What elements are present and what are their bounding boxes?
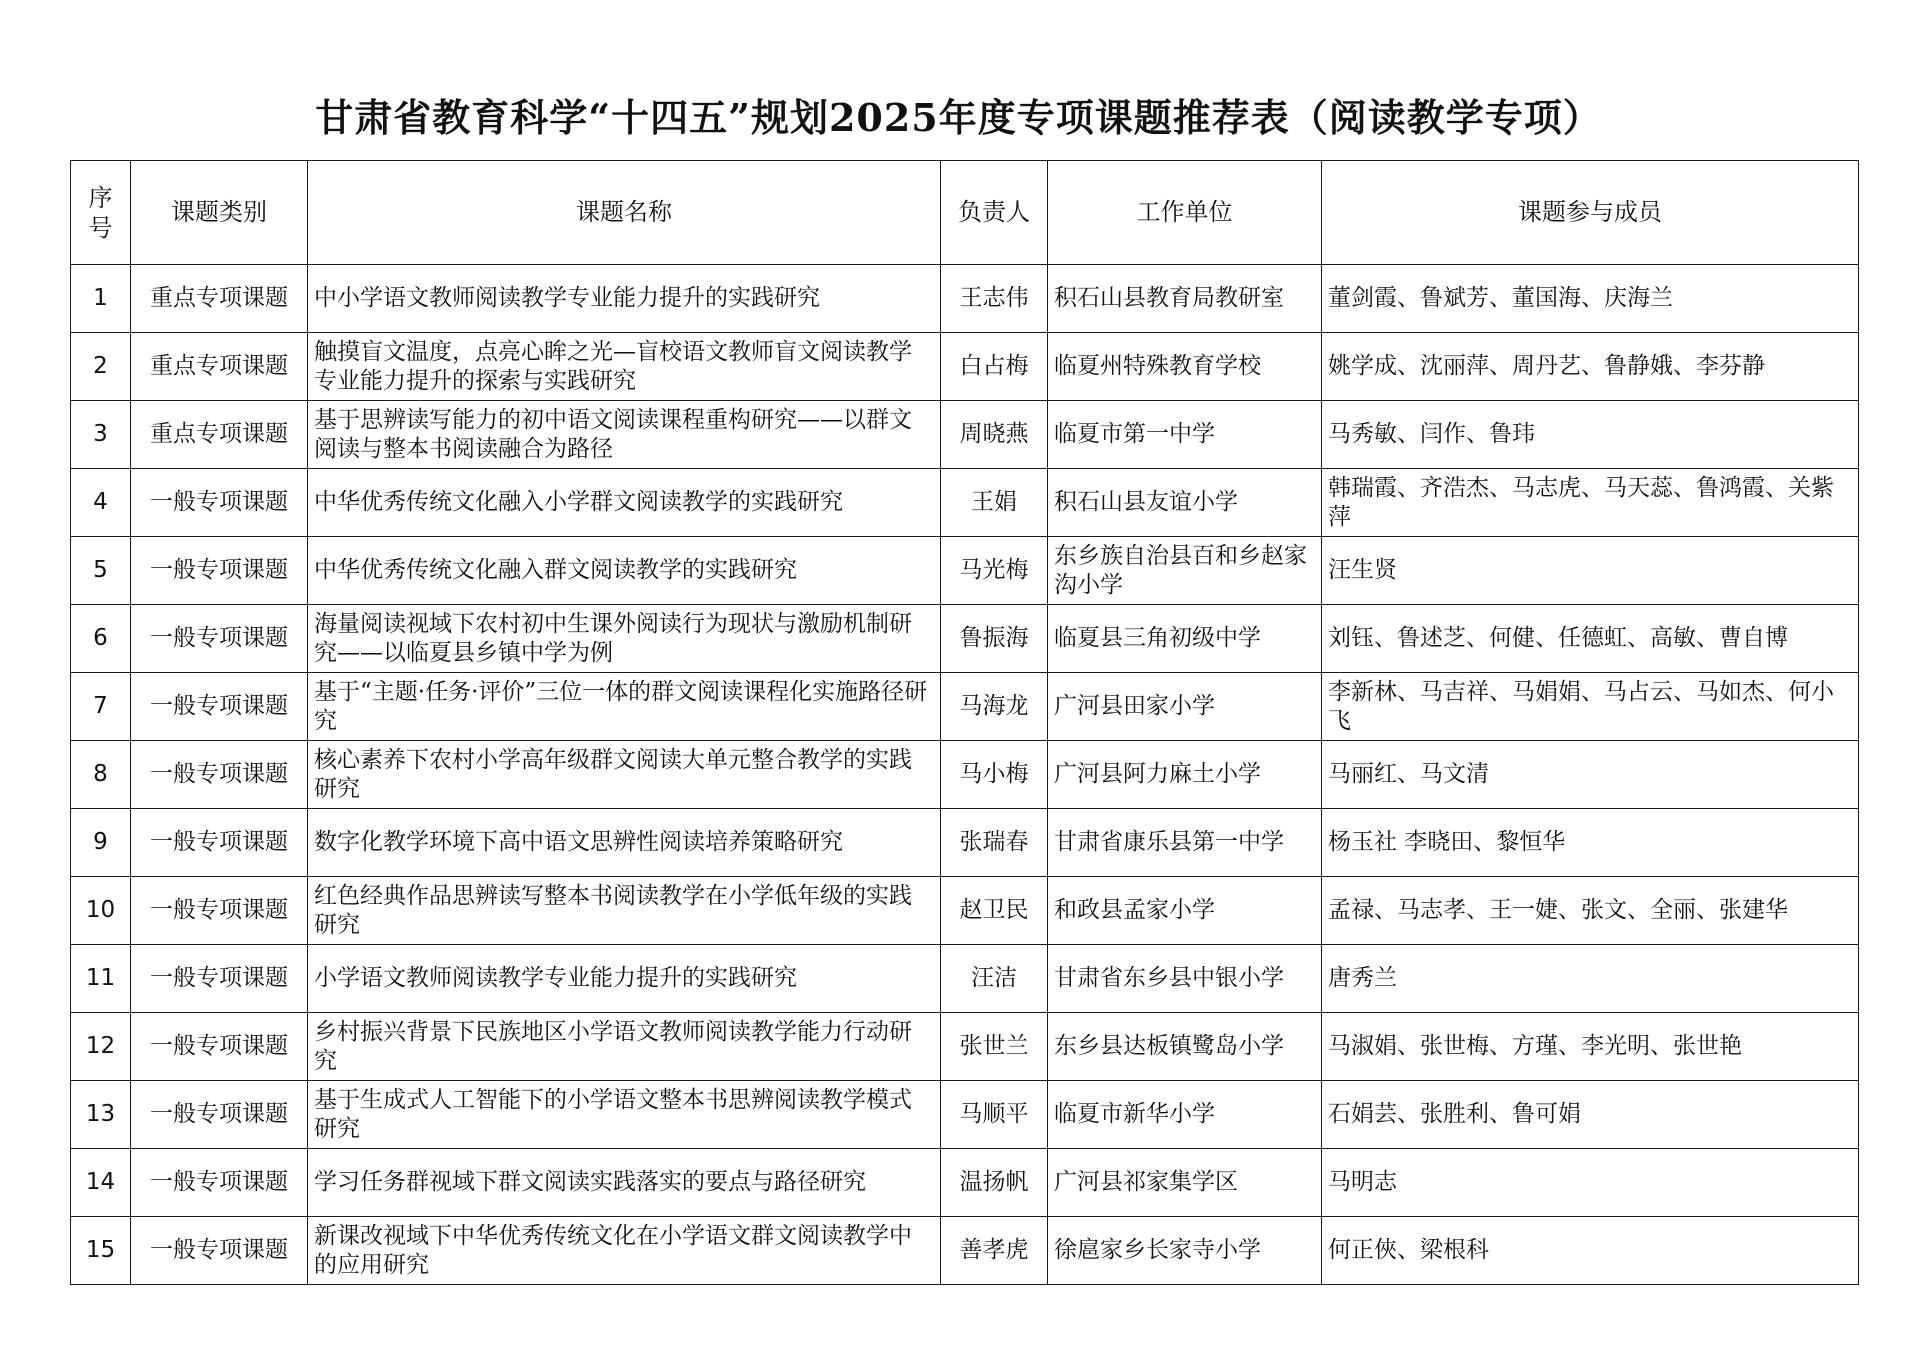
table-row: [71, 877, 1859, 945]
page-title: 甘肃省教育科学“十四五”规划2025年度专项课题推荐表（阅读教学专项）: [315, 95, 1602, 140]
cell-leader: 赵卫民: [941, 877, 1048, 945]
cell-category: 一般专项课题: [131, 809, 308, 877]
cell-seq: 1: [71, 265, 131, 333]
header-seq-line1: 序: [88, 183, 113, 212]
cell-name: 中华优秀传统文化融入群文阅读教学的实践研究: [308, 537, 941, 605]
recommendation-table: [70, 160, 1859, 1285]
cell-members: 唐秀兰: [1322, 945, 1859, 1013]
cell-leader: 王志伟: [941, 265, 1048, 333]
cell-unit: 东乡族自治县百和乡赵家沟小学: [1048, 537, 1322, 605]
header-unit: 工作单位: [1048, 161, 1322, 265]
cell-unit: 东乡县达板镇鹭岛小学: [1048, 1013, 1322, 1081]
cell-seq: 12: [71, 1013, 131, 1081]
cell-leader: 鲁振海: [941, 605, 1048, 673]
cell-category: 一般专项课题: [131, 877, 308, 945]
cell-unit: 临夏州特殊教育学校: [1048, 333, 1322, 401]
cell-members: 石娟芸、张胜利、鲁可娟: [1322, 1081, 1859, 1149]
header-name: 课题名称: [308, 161, 941, 265]
table-row: [71, 945, 1859, 1013]
cell-category: 一般专项课题: [131, 1081, 308, 1149]
header-seq-line2: 号: [88, 213, 113, 242]
header-members: 课题参与成员: [1322, 161, 1859, 265]
cell-name: 海量阅读视域下农村初中生课外阅读行为现状与激励机制研究——以临夏县乡镇中学为例: [308, 605, 941, 673]
table-row: [71, 333, 1859, 401]
cell-members: 马丽红、马文清: [1322, 741, 1859, 809]
cell-name: 数字化教学环境下高中语文思辨性阅读培养策略研究: [308, 809, 941, 877]
cell-seq: 6: [71, 605, 131, 673]
table-row: [71, 537, 1859, 605]
header-leader: 负责人: [941, 161, 1048, 265]
cell-unit: 和政县孟家小学: [1048, 877, 1322, 945]
cell-name: 学习任务群视域下群文阅读实践落实的要点与路径研究: [308, 1149, 941, 1217]
cell-leader: 马顺平: [941, 1081, 1048, 1149]
cell-category: 一般专项课题: [131, 741, 308, 809]
cell-unit: 广河县田家小学: [1048, 673, 1322, 741]
table-row: [71, 741, 1859, 809]
cell-name: 红色经典作品思辨读写整本书阅读教学在小学低年级的实践研究: [308, 877, 941, 945]
cell-category: 一般专项课题: [131, 537, 308, 605]
table-row: [71, 809, 1859, 877]
cell-name: 新课改视域下中华优秀传统文化在小学语文群文阅读教学中的应用研究: [308, 1217, 941, 1285]
cell-seq: 5: [71, 537, 131, 605]
cell-seq: 15: [71, 1217, 131, 1285]
cell-unit: 徐扈家乡长家寺小学: [1048, 1217, 1322, 1285]
table-row: [71, 265, 1859, 333]
cell-unit: 临夏市第一中学: [1048, 401, 1322, 469]
header-row: [71, 161, 1859, 265]
cell-seq: 9: [71, 809, 131, 877]
cell-unit: 甘肃省康乐县第一中学: [1048, 809, 1322, 877]
table-row: [71, 1013, 1859, 1081]
cell-leader: 马光梅: [941, 537, 1048, 605]
cell-leader: 周晓燕: [941, 401, 1048, 469]
cell-leader: 白占梅: [941, 333, 1048, 401]
header-category: 课题类别: [131, 161, 308, 265]
cell-name: 乡村振兴背景下民族地区小学语文教师阅读教学能力行动研究: [308, 1013, 941, 1081]
cell-leader: 善孝虎: [941, 1217, 1048, 1285]
cell-category: 一般专项课题: [131, 945, 308, 1013]
table-row: [71, 401, 1859, 469]
cell-name: 基于生成式人工智能下的小学语文整本书思辨阅读教学模式研究: [308, 1081, 941, 1149]
cell-members: 韩瑞霞、齐浩杰、马志虎、马天蕊、鲁鸿霞、关紫萍: [1322, 469, 1859, 537]
cell-seq: 2: [71, 333, 131, 401]
cell-name: 基于思辨读写能力的初中语文阅读课程重构研究——以群文阅读与整本书阅读融合为路径: [308, 401, 941, 469]
cell-unit: 广河县阿力麻土小学: [1048, 741, 1322, 809]
cell-name: 中华优秀传统文化融入小学群文阅读教学的实践研究: [308, 469, 941, 537]
table-row: [71, 1081, 1859, 1149]
cell-category: 一般专项课题: [131, 1013, 308, 1081]
cell-members: 刘钰、鲁述芝、何健、任德虹、高敏、曹自博: [1322, 605, 1859, 673]
cell-unit: 积石山县教育局教研室: [1048, 265, 1322, 333]
table-row: [71, 1149, 1859, 1217]
cell-name: 小学语文教师阅读教学专业能力提升的实践研究: [308, 945, 941, 1013]
cell-members: 何正俠、梁根科: [1322, 1217, 1859, 1285]
cell-category: 重点专项课题: [131, 333, 308, 401]
table-row: [71, 605, 1859, 673]
cell-name: 触摸盲文温度，点亮心眸之光—盲校语文教师盲文阅读教学专业能力提升的探索与实践研究: [308, 333, 941, 401]
table-header: [71, 161, 1859, 265]
cell-seq: 11: [71, 945, 131, 1013]
cell-leader: 马小梅: [941, 741, 1048, 809]
cell-category: 一般专项课题: [131, 1217, 308, 1285]
cell-members: 汪生贤: [1322, 537, 1859, 605]
table-row: [71, 1217, 1859, 1285]
cell-leader: 马海龙: [941, 673, 1048, 741]
cell-seq: 13: [71, 1081, 131, 1149]
table-body: [71, 265, 1859, 1285]
cell-members: 董剑霞、鲁斌芳、董国海、庆海兰: [1322, 265, 1859, 333]
cell-seq: 4: [71, 469, 131, 537]
cell-name: 中小学语文教师阅读教学专业能力提升的实践研究: [308, 265, 941, 333]
table-row: [71, 469, 1859, 537]
cell-category: 重点专项课题: [131, 265, 308, 333]
cell-members: 孟禄、马志孝、王一婕、张文、全丽、张建华: [1322, 877, 1859, 945]
cell-unit: 积石山县友谊小学: [1048, 469, 1322, 537]
cell-unit: 广河县祁家集学区: [1048, 1149, 1322, 1217]
cell-seq: 14: [71, 1149, 131, 1217]
table-row: [71, 673, 1859, 741]
cell-leader: 汪洁: [941, 945, 1048, 1013]
cell-unit: 甘肃省东乡县中银小学: [1048, 945, 1322, 1013]
header-seq: [71, 161, 131, 265]
cell-leader: 王娟: [941, 469, 1048, 537]
cell-seq: 3: [71, 401, 131, 469]
cell-name: 基于“主题·任务·评价”三位一体的群文阅读课程化实施路径研究: [308, 673, 941, 741]
cell-category: 一般专项课题: [131, 1149, 308, 1217]
cell-category: 重点专项课题: [131, 401, 308, 469]
cell-leader: 张世兰: [941, 1013, 1048, 1081]
cell-members: 李新林、马吉祥、马娟娟、马占云、马如杰、何小飞: [1322, 673, 1859, 741]
cell-seq: 8: [71, 741, 131, 809]
cell-leader: 张瑞春: [941, 809, 1048, 877]
cell-unit: 临夏市新华小学: [1048, 1081, 1322, 1149]
cell-members: 马明志: [1322, 1149, 1859, 1217]
cell-unit: 临夏县三角初级中学: [1048, 605, 1322, 673]
cell-seq: 10: [71, 877, 131, 945]
cell-leader: 温扬帆: [941, 1149, 1048, 1217]
cell-category: 一般专项课题: [131, 605, 308, 673]
cell-members: 马秀敏、闫作、鲁玮: [1322, 401, 1859, 469]
cell-seq: 7: [71, 673, 131, 741]
cell-name: 核心素养下农村小学高年级群文阅读大单元整合教学的实践研究: [308, 741, 941, 809]
cell-members: 杨玉社 李晓田、黎恒华: [1322, 809, 1859, 877]
cell-category: 一般专项课题: [131, 469, 308, 537]
cell-members: 马淑娟、张世梅、方瑾、李光明、张世艳: [1322, 1013, 1859, 1081]
cell-category: 一般专项课题: [131, 673, 308, 741]
cell-members: 姚学成、沈丽萍、周丹艺、鲁静娥、李芬静: [1322, 333, 1859, 401]
